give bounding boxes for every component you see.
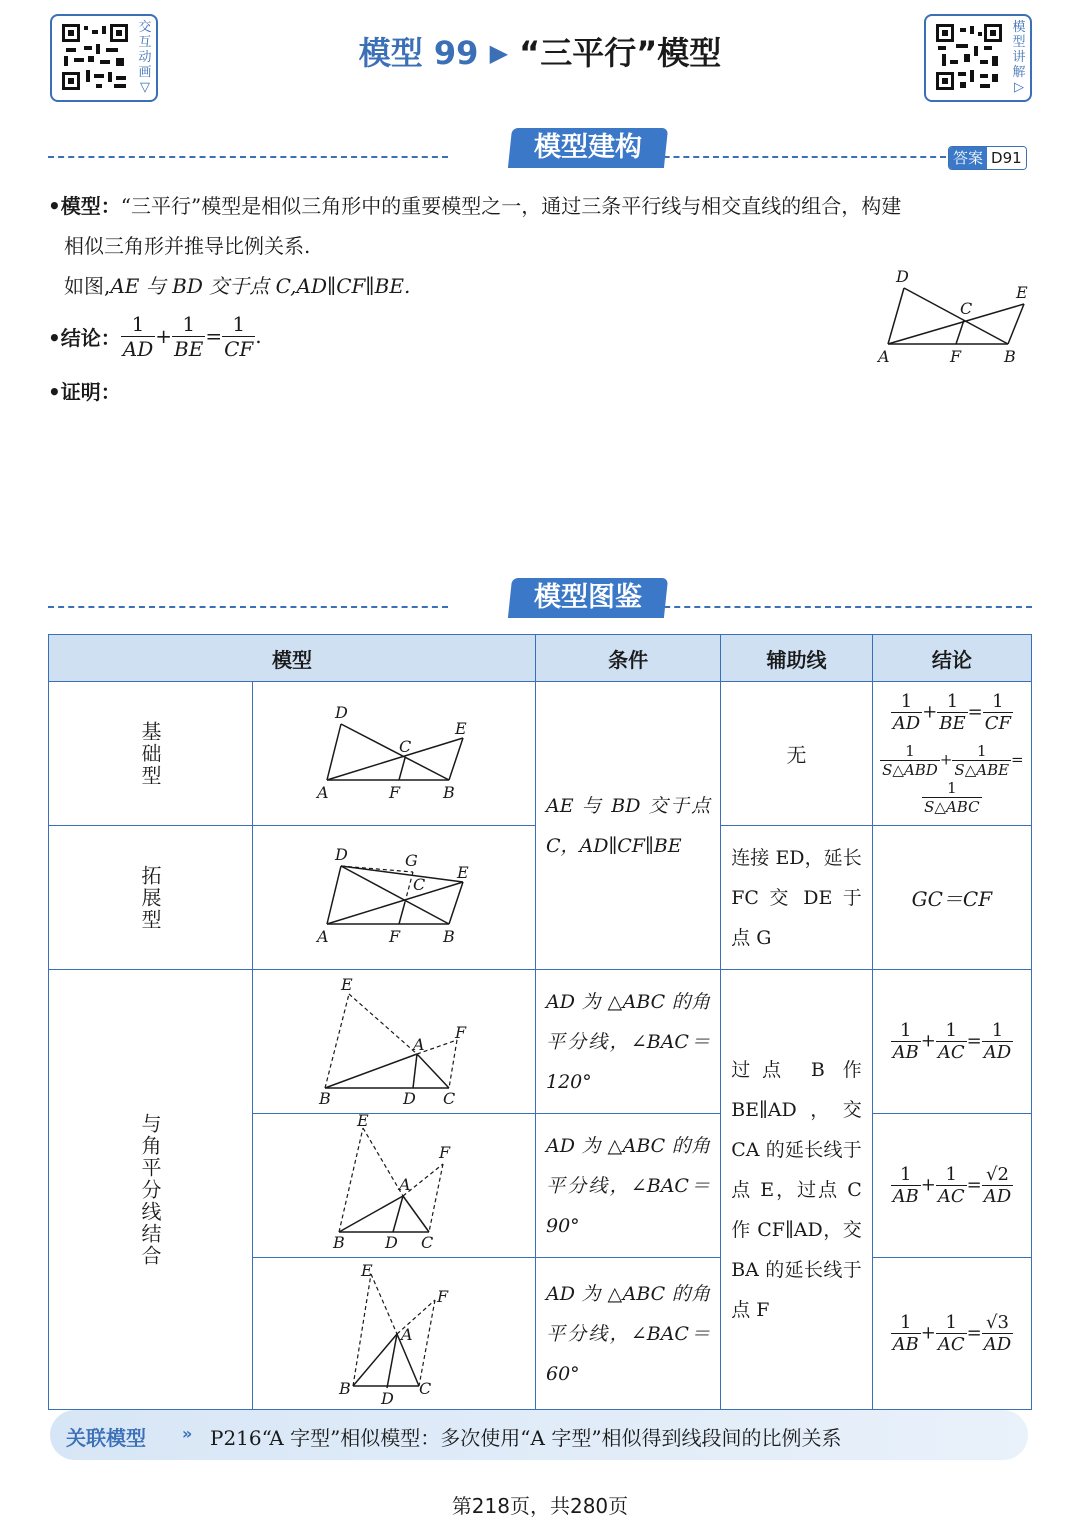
svg-text:D: D [381, 1389, 394, 1404]
related-model-bar[interactable] [50, 1410, 1028, 1460]
aux-ext: 连接 ED，延长 FC 交 DE 于点 G [721, 826, 873, 970]
svg-text:A: A [401, 1325, 413, 1344]
header-condition: 条件 [536, 635, 721, 682]
qr-left-caption: 交互动画▽ [138, 20, 152, 95]
model-line3-prefix: 如图, [64, 274, 111, 298]
svg-text:E: E [357, 1114, 369, 1130]
section-tab: 模型图鉴 [508, 578, 668, 618]
figure-90 [253, 1114, 535, 1252]
related-text[interactable]: P216“A 字型”相似模型：多次使用“A 字型”相似得到线段间的比例关系 [210, 1426, 842, 1450]
proof-label: •证明： [48, 380, 121, 404]
aux-angle: 过点 B 作 BE∥AD，交 CA 的延长线于点 E，过点 C 作 CF∥AD，交 BA 的延长线于点 F [721, 970, 873, 1410]
model-title: “三平行”模型 [519, 34, 722, 72]
svg-text:B: B [443, 783, 455, 802]
svg-text:A: A [317, 783, 329, 802]
conclusion-60: $\frac{1}{AB}$ + $\frac{1}{AC}$ = $\frac{√3}{AD}$ [872, 1258, 1031, 1410]
figure-60 [253, 1258, 535, 1404]
svg-text:E: E [455, 719, 467, 738]
svg-text:G: G [405, 851, 418, 870]
svg-text:D: D [403, 1089, 416, 1108]
svg-text:F: F [389, 783, 401, 802]
related-label: 关联模型 [66, 1426, 146, 1450]
row-label-angle: 与角平分线结合 [138, 1112, 162, 1267]
svg-text:E: E [341, 975, 353, 994]
svg-text:A: A [399, 1175, 411, 1194]
svg-text:F: F [437, 1287, 449, 1306]
figure-ext [253, 826, 535, 964]
svg-text:B: B [333, 1233, 345, 1252]
equals-sign: = [205, 324, 223, 348]
svg-text:E: E [361, 1261, 373, 1280]
cond-60: AD 为 △ABC 的角平分线，∠BAC＝60° [536, 1258, 721, 1410]
row-label-basic: 基础型 [138, 720, 162, 787]
section-header-gallery [48, 576, 1032, 626]
aux-basic: 无 [721, 682, 873, 826]
svg-text:B: B [319, 1089, 331, 1108]
svg-text:D: D [335, 703, 348, 722]
svg-text:C: C [443, 1089, 456, 1108]
conclusion-120: $\frac{1}{AB}$ + $\frac{1}{AC}$ = $\frac{1}{AD}$ [872, 970, 1031, 1114]
label-D: D [896, 267, 909, 286]
fraction: $\frac{1}{AD}$ [122, 311, 154, 361]
model-line1: “三平行”模型是相似三角形中的重要模型之一，通过三条平行线与相交直线的组合，构建 [120, 194, 902, 218]
svg-text:D: D [385, 1233, 398, 1252]
svg-text:C: C [413, 875, 426, 894]
label-E: E [1016, 283, 1028, 302]
section-tab: 模型建构 [508, 128, 668, 168]
svg-text:B: B [339, 1379, 351, 1398]
answer-code: D91 [987, 147, 1026, 169]
cond-90: AD 为 △ABC 的角平分线，∠BAC＝90° [536, 1114, 721, 1258]
page-footer: 第218页，共280页 [451, 1494, 629, 1518]
svg-text:D: D [335, 845, 348, 864]
double-arrow-icon: » [182, 1424, 193, 1443]
conclusion-90: $\frac{1}{AB}$ + $\frac{1}{AC}$ = $\frac{√2}{AD}$ [872, 1114, 1031, 1258]
svg-text:C: C [419, 1379, 432, 1398]
plus-sign: + [155, 324, 173, 348]
label-A: A [878, 347, 890, 366]
fraction: $\frac{1}{CF}$ [224, 311, 254, 361]
svg-text:B: B [443, 927, 455, 946]
cond-120: AD 为 △ABC 的角平分线，∠BAC＝120° [536, 970, 721, 1114]
conclusion-label: •结论： [48, 325, 121, 350]
svg-text:A: A [413, 1035, 425, 1054]
conclusion-basic: $\frac{1}{AD}$ + $\frac{1}{BE}$ = $\frac{1}{CF}$ $\frac{1}{\text{S△ABD}}$ + $\frac{1}{\text{S△ABE}}$ = $\frac{1}{\text{S△ABC}}$ [872, 682, 1031, 826]
row-label-ext: 拓展型 [138, 864, 162, 931]
svg-text:A: A [317, 927, 329, 946]
model-table [48, 634, 1032, 1410]
label-B: B [1004, 347, 1016, 366]
svg-text:F: F [389, 927, 401, 946]
figure-120 [253, 970, 535, 1108]
play-triangle-icon: ▶ [489, 39, 509, 67]
answer-label: 答案 [949, 147, 987, 169]
model-label: •模型： [48, 194, 121, 218]
svg-text:E: E [457, 863, 469, 882]
svg-text:F: F [455, 1023, 467, 1042]
svg-text:C: C [399, 737, 412, 756]
answer-badge[interactable] [948, 146, 1027, 170]
header-aux-line: 辅助线 [721, 635, 873, 682]
conclusion-row: •结论： $\frac{1}{AD}$ + $\frac{1}{BE}$ = $\frac{1}{CF}$ . [48, 311, 262, 361]
fraction: $\frac{1}{BE}$ [174, 311, 204, 361]
figure-basic [253, 682, 535, 820]
qr-right-caption: 模型讲解▷ [1012, 20, 1026, 95]
label-C: C [960, 299, 973, 318]
conclusion-ext: GC＝CF [872, 826, 1031, 970]
header-conclusion: 结论 [872, 635, 1031, 682]
svg-text:F: F [439, 1143, 451, 1162]
cond-basic-ext: AE 与 BD 交于点 C，AD∥CF∥BE [536, 682, 721, 970]
model-number: 模型 99 [358, 34, 479, 72]
main-figure [870, 264, 1040, 374]
label-F: F [950, 347, 962, 366]
model-line3-math: AE 与 BD 交于点 C,AD∥CF∥BE. [110, 274, 411, 298]
model-line2: 相似三角形并推导比例关系. [64, 234, 311, 258]
header-model: 模型 [49, 635, 536, 682]
section-header-construction [48, 126, 1032, 176]
page-title [0, 28, 1080, 74]
svg-text:C: C [421, 1233, 434, 1252]
